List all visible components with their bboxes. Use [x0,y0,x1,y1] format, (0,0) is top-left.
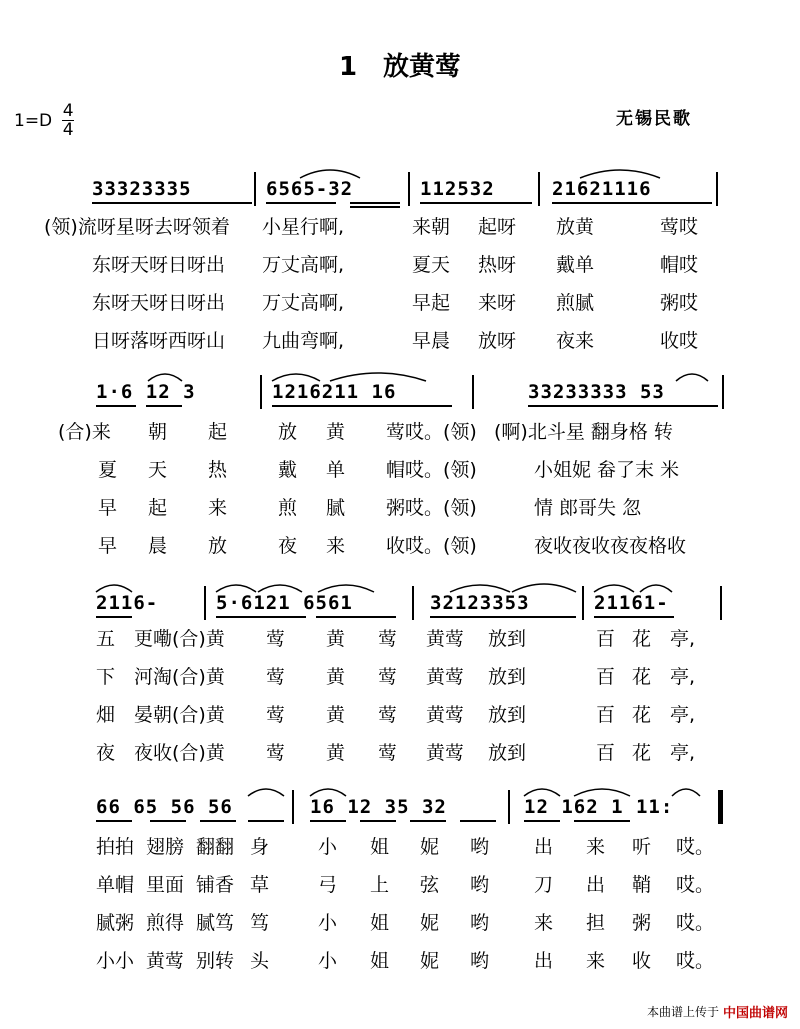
lyric: 小小 [96,950,135,972]
lyric: 莺 [266,666,286,688]
lyric: 下 [96,666,116,688]
lyric: 鞘 [632,874,652,896]
lyric: 天 [148,459,168,481]
song-number: 1 [338,52,358,82]
lyric: 帽哎。(领) [386,459,477,481]
measure-notes: 2116- [96,592,159,614]
lyric: 来呀 [478,292,517,314]
lyric: 腻 [326,497,346,519]
lyric: 身 [250,836,270,858]
lyric: 煎得 [146,912,185,934]
lyric: 放 [278,421,298,443]
lyric: 夜 [96,742,116,764]
time-signature [62,102,74,139]
lyric: 姐 [370,836,390,858]
lyric: 粥哎 [660,292,699,314]
time-denominator: 4 [62,120,74,140]
lyric: 五 [96,628,116,650]
lyric: 黄 [326,666,346,688]
lyric: 万丈高啊, [262,254,345,276]
lyric: 小 [318,836,338,858]
lyric: 夏 [98,459,118,481]
measure-notes: 1216211 16 [272,381,397,403]
lyric: 里面 [146,874,185,896]
lyric: 小星行啊, [262,216,345,238]
lyric: 铺香 [196,874,235,896]
lyric: 莺哎 [660,216,699,238]
lyric: 单帽 [96,874,135,896]
footer-text: 本曲谱上传于 [646,1005,719,1019]
lyric: 朝 [148,421,168,443]
lyric: 担 [586,912,606,934]
measure-notes: 112532 [420,178,495,200]
lyric: (啊)北斗星 翻身格 转 [494,421,673,443]
lyric: 腻笃 [196,912,235,934]
lyric: 刀 [534,874,554,896]
lyric: 莺 [378,742,398,764]
lyric: 小 [318,912,338,934]
lyric: 出 [534,950,554,972]
lyric: 翅膀 [146,836,185,858]
site-logo[interactable]: 中国曲谱网 [722,1006,788,1021]
lyric: 妮 [420,912,440,934]
notation-line [0,586,800,626]
lyric: 笃 [250,912,270,934]
lyric: 小 [318,950,338,972]
song-origin: 无锡民歌 [616,109,692,129]
lyric: 莺 [378,704,398,726]
lyric: 百 [596,666,616,688]
lyric: 黄莺 [426,704,465,726]
lyric: 别转 [196,950,235,972]
lyric: 热 [208,459,228,481]
lyric: 花 [632,704,652,726]
lyric: 花 [632,628,652,650]
lyric: 亭, [670,742,696,764]
lyric: 更嘞(合)黄 [134,628,225,650]
lyric: 粥哎。(领) [386,497,477,519]
lyric: 早晨 [412,330,451,352]
lyric: 腻粥 [96,912,135,934]
lyric: 东呀天呀日呀出 [92,292,226,314]
lyric: 夜 [278,535,298,557]
measure-notes: 33233333 53 [528,381,665,403]
lyric: 哟 [470,950,490,972]
lyric: 夜来 [556,330,595,352]
lyric: 放到 [488,704,527,726]
song-title-text: 放黄莺 [383,52,462,82]
lyric: 妮 [420,836,440,858]
lyric: 上 [370,874,390,896]
measure-notes: 21621116 [552,178,652,200]
lyric: 哎。 [676,874,715,896]
lyric: 莺 [266,742,286,764]
notation-line [0,790,800,830]
lyric: 花 [632,742,652,764]
lyric: 哟 [470,836,490,858]
lyric: (领)流呀星呀去呀领着 [44,216,230,238]
lyric: 弦 [420,874,440,896]
measure-notes: 6565-32 [266,178,354,200]
lyric: 出 [534,836,554,858]
lyric: 头 [250,950,270,972]
lyric: 草 [250,874,270,896]
measure-notes: 16 12 35 32 [310,796,447,818]
lyric: 来 [326,535,346,557]
lyric: 九曲弯啊, [262,330,345,352]
key-signature [14,102,74,139]
lyric: 放黄 [556,216,595,238]
lyric: 来 [208,497,228,519]
lyric: 放到 [488,666,527,688]
lyric: 黄莺 [146,950,185,972]
lyric: 夜收(合)黄 [134,742,225,764]
song-title [0,46,800,83]
lyric: 帽哎 [660,254,699,276]
lyric: 日呀落呀西呀山 [92,330,226,352]
notation-line [0,375,800,415]
lyric: 畑 [96,704,116,726]
lyric: 花 [632,666,652,688]
key-text: 1=D [14,110,53,131]
lyric: 黄莺 [426,628,465,650]
lyric: 来 [586,836,606,858]
lyric: 放到 [488,742,527,764]
lyric: 收哎。(领) [386,535,477,557]
lyric: 起 [208,421,228,443]
lyric: 姐 [370,950,390,972]
lyric: 早起 [412,292,451,314]
lyric: 莺 [266,704,286,726]
lyric: 小姐妮 畚了末 米 [534,459,680,481]
lyric: 黄 [326,742,346,764]
lyric: 煎 [278,497,298,519]
lyric: 百 [596,742,616,764]
lyric: 黄 [326,421,346,443]
lyric: 翻翻 [196,836,235,858]
measure-notes: 33323335 [92,178,192,200]
lyric: 东呀天呀日呀出 [92,254,226,276]
lyric: 来 [534,912,554,934]
lyric: 单 [326,459,346,481]
lyric: 收 [632,950,652,972]
measure-notes: 66 65 56 56 [96,796,233,818]
lyric: 亭, [670,666,696,688]
lyric: 弓 [318,874,338,896]
lyric: 放 [208,535,228,557]
lyric: 黄莺 [426,666,465,688]
lyric: 来朝 [412,216,451,238]
lyric: 夜收夜收夜夜格收 [534,535,687,557]
lyric: 晏朝(合)黄 [134,704,225,726]
lyric: 莺 [378,666,398,688]
lyric: 黄 [326,628,346,650]
lyric: 放到 [488,628,527,650]
lyric: 出 [586,874,606,896]
lyric: 晨 [148,535,168,557]
lyric: 莺 [266,628,286,650]
lyric: 起 [148,497,168,519]
lyric: 早 [98,497,118,519]
lyric: 放呀 [478,330,517,352]
lyric: 哎。 [676,836,715,858]
lyric: 黄 [326,704,346,726]
lyric: (合)来 [58,421,111,443]
lyric: 早 [98,535,118,557]
lyric: 收哎 [660,330,699,352]
lyric: 哎。 [676,950,715,972]
lyric: 哟 [470,912,490,934]
lyric: 妮 [420,950,440,972]
lyric: 莺哎。(领) [386,421,477,443]
lyric: 哎。 [676,912,715,934]
lyric: 粥 [632,912,652,934]
notation-line [0,172,800,212]
lyric: 听 [632,836,652,858]
measure-notes: 5·6121 6561 [216,592,353,614]
lyric: 拍拍 [96,836,135,858]
lyric: 哟 [470,874,490,896]
lyric: 起呀 [478,216,517,238]
lyric: 情 郎哥失 忽 [534,497,642,519]
measure-notes: 32123353 [430,592,530,614]
lyric: 百 [596,628,616,650]
lyric: 莺 [378,628,398,650]
lyric: 戴单 [556,254,595,276]
lyric: 煎腻 [556,292,595,314]
lyric: 来 [586,950,606,972]
footer [647,1002,788,1021]
lyric: 姐 [370,912,390,934]
lyric: 戴 [278,459,298,481]
lyric: 百 [596,704,616,726]
time-numerator: 4 [62,101,74,121]
lyric: 亭, [670,628,696,650]
lyric: 黄莺 [426,742,465,764]
lyric: 亭, [670,704,696,726]
measure-notes: 12 162 1 11: [524,796,674,818]
lyric: 河淘(合)黄 [134,666,225,688]
lyric: 热呀 [478,254,517,276]
lyric: 万丈高啊, [262,292,345,314]
measure-notes: 21161- [594,592,669,614]
lyric: 夏天 [412,254,451,276]
measure-notes: 1·6 12 3 [96,381,196,403]
